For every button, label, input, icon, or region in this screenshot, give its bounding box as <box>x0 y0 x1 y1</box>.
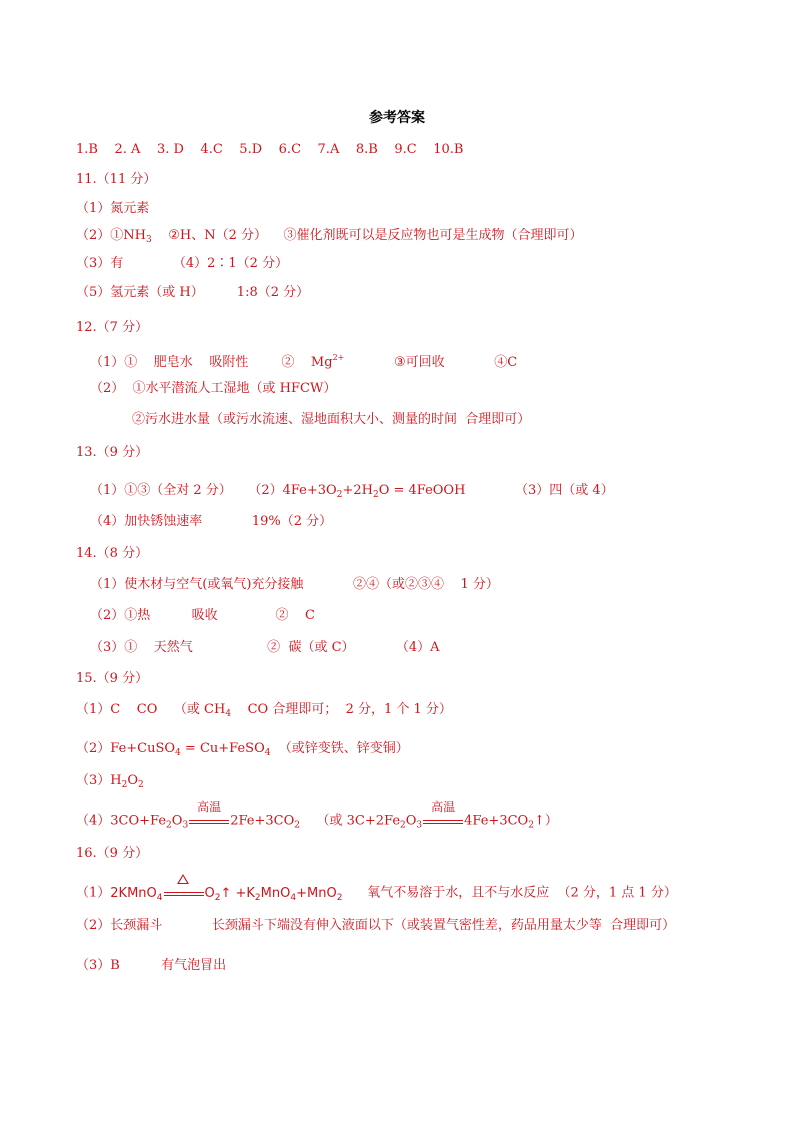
equals-bar <box>164 895 204 896</box>
subscript: 3 <box>182 820 189 831</box>
subscript: 2 <box>336 892 343 903</box>
text: ↑ +K <box>220 885 255 901</box>
q16-answer-3: （3）B 有气泡冒出 <box>76 958 227 973</box>
q14-heading: 14.（8 分） <box>76 546 149 561</box>
heat-triangle-icon <box>177 874 189 884</box>
text: ③可回收 ④C <box>344 355 518 370</box>
text: O <box>127 773 139 788</box>
q11-answer-2 <box>76 228 583 248</box>
subscript: 2 <box>400 820 406 831</box>
text: （或 3C+2Fe <box>299 813 401 829</box>
text: +MnO <box>296 885 337 901</box>
condition-label: 高温 <box>431 800 456 814</box>
text: （或锌变铁、锌变铜） <box>270 741 409 756</box>
q13-heading: 13.（9 分） <box>76 445 149 460</box>
subscript: 4 <box>225 709 232 719</box>
subscript: 2 <box>254 892 261 903</box>
subscript: 4 <box>156 892 163 903</box>
reaction-condition-high-temp <box>423 800 463 829</box>
q14-answer-2: （2）①热 吸收 ② C <box>90 608 315 623</box>
q15-answer-2 <box>76 741 409 761</box>
subscript: 3 <box>145 235 152 245</box>
text: （1）①③（全对 2 分） （2）4Fe+3O <box>90 483 337 498</box>
text: （3）H <box>76 773 122 788</box>
equals-bar <box>423 820 463 821</box>
q15-heading: 15.（9 分） <box>76 671 149 686</box>
text: 氧气不易溶于水，且不与水反应 （2 分，1 点 1 分） <box>342 885 677 901</box>
equals-bar <box>189 823 229 824</box>
formula <box>110 886 342 901</box>
q11-answer-3: （3）有 （4）2∶1（2 分） <box>76 256 289 271</box>
text: （2）Fe+CuSO <box>76 741 176 756</box>
text: +2H <box>342 483 373 498</box>
text: = Cu+FeSO <box>180 741 265 756</box>
text: （2）①NH <box>76 228 146 243</box>
q16-answer-2: （2）长颈漏斗 长颈漏斗下端没有伸入液面以下（或装置气密性差，药品用量太少等 合理即可） <box>76 918 676 933</box>
text: CO 合理即可； 2 分，1 个 1 分） <box>231 702 452 717</box>
text: O <box>405 813 417 829</box>
subscript: 4 <box>175 748 181 758</box>
q11-answer-4: （5）氢元素（或 H） 1:8（2 分） <box>76 285 310 300</box>
text: （1）C CO （或 CH <box>76 702 226 717</box>
subscript: 2 <box>294 820 300 831</box>
q12-answer-1 <box>90 350 517 371</box>
subscript: 2 <box>372 490 379 500</box>
subscript: 2 <box>138 780 144 790</box>
subscript: 3 <box>416 820 423 831</box>
text: ↑） <box>533 813 558 829</box>
equals-bar <box>164 892 204 893</box>
text: MnO <box>260 885 291 901</box>
q15-answer-4 <box>76 800 558 834</box>
text: （4）3CO+Fe <box>76 813 167 829</box>
page-title: 参考答案 <box>369 110 425 126</box>
subscript: 2 <box>121 780 128 790</box>
subscript: 2 <box>528 820 534 831</box>
equals-bar <box>189 820 229 821</box>
text: ②H、N（2 分） ③催化剂既可以是反应物也可是生成物（合理即可） <box>151 228 583 243</box>
q11-answer-1: （1）氮元素 <box>76 201 150 216</box>
text: 2KMnO <box>110 885 157 901</box>
reaction-condition-high-temp <box>189 800 229 829</box>
condition-label: 高温 <box>197 800 222 814</box>
text: （1） <box>76 885 111 901</box>
q12-answer-3: ②污水进水量（或污水流速、湿地面积大小、测量的时间 合理即可） <box>132 412 531 427</box>
text: 4Fe+3CO <box>464 813 529 829</box>
q16-heading: 16.（9 分） <box>76 846 149 861</box>
q15-answer-1 <box>76 702 452 722</box>
q13-answer-2: （4）加快锈蚀速率 19%（2 分） <box>90 514 333 529</box>
q15-answer-3 <box>76 773 144 793</box>
q14-answer-1: （1）使木材与空气(或氧气)充分接触 ②④（或②③④ 1 分） <box>90 577 499 592</box>
subscript: 2 <box>336 490 343 500</box>
superscript: 2+ <box>332 353 345 362</box>
reaction-condition-heat <box>164 885 204 901</box>
subscript: 4 <box>264 748 271 758</box>
q13-answer-1 <box>90 483 614 503</box>
subscript: 2 <box>214 892 221 903</box>
q14-answer-3: （3）① 天然气 ② 碳（或 C） （4）A <box>90 640 440 655</box>
equals-bar <box>423 823 463 824</box>
text: O <box>171 813 183 829</box>
text: O <box>204 885 215 901</box>
text: O = 4FeOOH （3）四（或 4） <box>378 483 614 498</box>
text: （1）① 肥皂水 吸附性 ② Mg <box>90 355 333 370</box>
q12-answer-2: （2） ①水平潜流人工湿地（或 HFCW） <box>90 381 337 396</box>
multiple-choice-answers: 1.B 2. A 3. D 4.C 5.D 6.C 7.A 8.B 9.C 10.B <box>76 142 464 157</box>
subscript: 4 <box>290 892 297 903</box>
q11-heading: 11.（11 分） <box>76 172 157 187</box>
subscript: 2 <box>166 820 172 831</box>
q16-answer-1 <box>76 885 677 906</box>
text: 2Fe+3CO <box>230 813 295 829</box>
q12-heading: 12.（7 分） <box>76 320 149 335</box>
